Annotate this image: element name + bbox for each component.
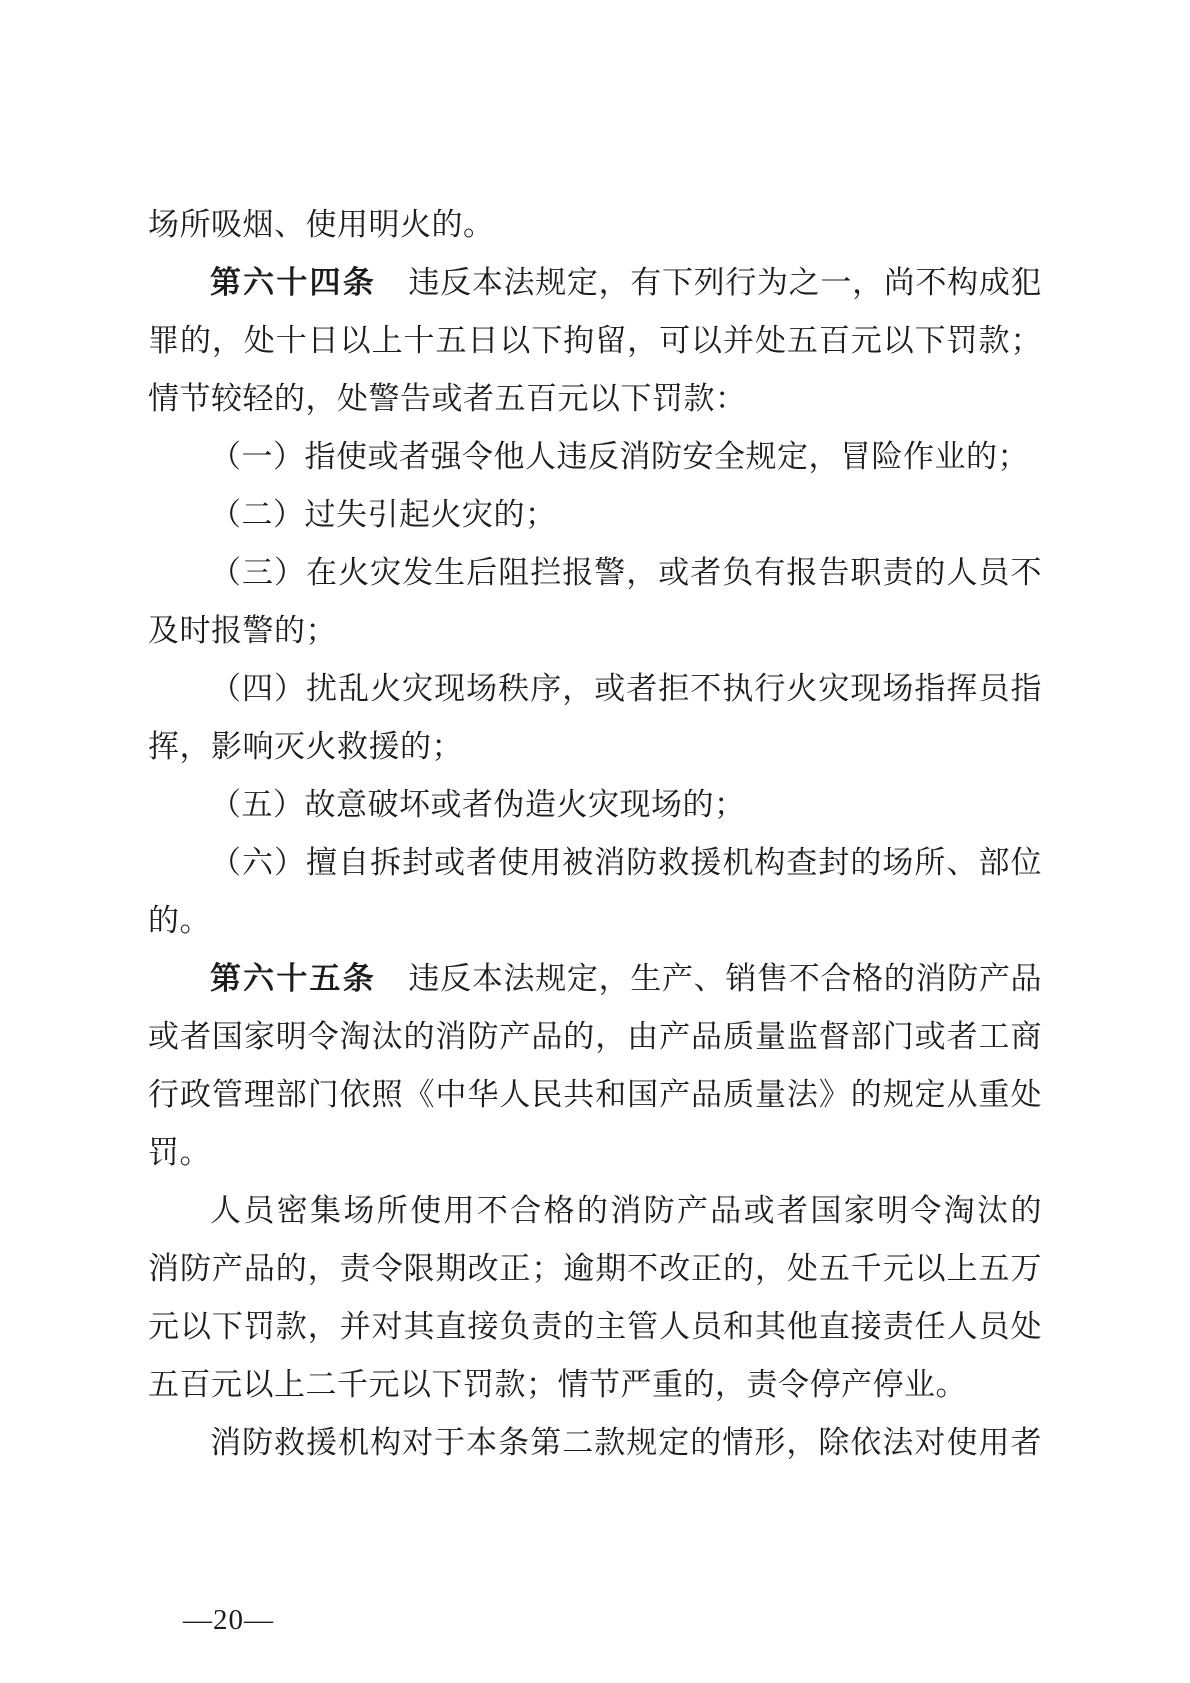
line-text: 消防救援机构对于本条第二款规定的情形，除依法对使用者 — [210, 1425, 1042, 1460]
text-line — [148, 1240, 1042, 1298]
paragraph-start-line — [148, 1414, 1042, 1472]
list-item-4-line — [148, 660, 1042, 718]
text-line — [148, 196, 1042, 254]
article-65-number: 第六十五条 — [210, 961, 376, 996]
line-text: 或者国家明令淘汰的消防产品的，由产品质量监督部门或者工商 — [148, 1019, 1042, 1054]
list-item-6-line — [148, 834, 1042, 892]
text-line — [148, 370, 1042, 428]
line-text: 的。 — [148, 903, 211, 938]
text-line — [148, 718, 1042, 776]
text-line — [148, 1124, 1042, 1182]
document-body — [148, 196, 1042, 1472]
text-line — [148, 892, 1042, 950]
article-64-heading-line — [148, 254, 1042, 312]
line-text: 及时报警的； — [148, 613, 337, 648]
line-text: 违反本法规定，有下列行为之一，尚不构成犯 — [408, 265, 1043, 300]
text-line — [148, 1356, 1042, 1414]
line-text: 行政管理部门依照《中华人民共和国产品质量法》的规定从重处 — [148, 1077, 1042, 1112]
list-item-1-line — [148, 428, 1042, 486]
list-item-3-line — [148, 544, 1042, 602]
line-text: 挥，影响灭火救援的； — [148, 729, 463, 764]
line-text: 元以下罚款，并对其直接负责的主管人员和其他直接责任人员处 — [148, 1309, 1042, 1344]
text-line — [148, 1008, 1042, 1066]
list-item-2-line — [148, 486, 1042, 544]
line-text: 情节较轻的，处警告或者五百元以下罚款： — [148, 381, 747, 416]
article-64-number: 第六十四条 — [210, 265, 376, 300]
text-line — [148, 1298, 1042, 1356]
line-text: 场所吸烟、使用明火的。 — [148, 207, 495, 242]
text-line — [148, 312, 1042, 370]
line-text: （三）在火灾发生后阻拦报警，或者负有报告职责的人员不 — [210, 555, 1042, 590]
line-text: 五百元以上二千元以下罚款；情节严重的，责令停产停业。 — [148, 1367, 967, 1402]
text-line — [148, 1066, 1042, 1124]
line-text: 罚。 — [148, 1135, 211, 1170]
line-text: （二）过失引起火灾的； — [210, 497, 557, 532]
line-text: （四）扰乱火灾现场秩序，或者拒不执行火灾现场指挥员指 — [210, 671, 1042, 706]
page-number: —20— — [183, 1604, 274, 1636]
line-text: （一）指使或者强令他人违反消防安全规定，冒险作业的； — [210, 439, 1029, 474]
line-text: 罪的，处十日以上十五日以下拘留，可以并处五百元以下罚款； — [148, 323, 1042, 358]
text-line — [148, 602, 1042, 660]
line-text: 消防产品的，责令限期改正；逾期不改正的，处五千元以上五万 — [148, 1251, 1042, 1286]
line-text: 人员密集场所使用不合格的消防产品或者国家明令淘汰的 — [210, 1193, 1042, 1228]
paragraph-start-line — [148, 1182, 1042, 1240]
article-65-heading-line — [148, 950, 1042, 1008]
list-item-5-line — [148, 776, 1042, 834]
line-text: 违反本法规定，生产、销售不合格的消防产品 — [408, 961, 1043, 996]
line-text: （五）故意破坏或者伪造火灾现场的； — [210, 787, 746, 822]
line-text: （六）擅自拆封或者使用被消防救援机构查封的场所、部位 — [210, 845, 1042, 880]
